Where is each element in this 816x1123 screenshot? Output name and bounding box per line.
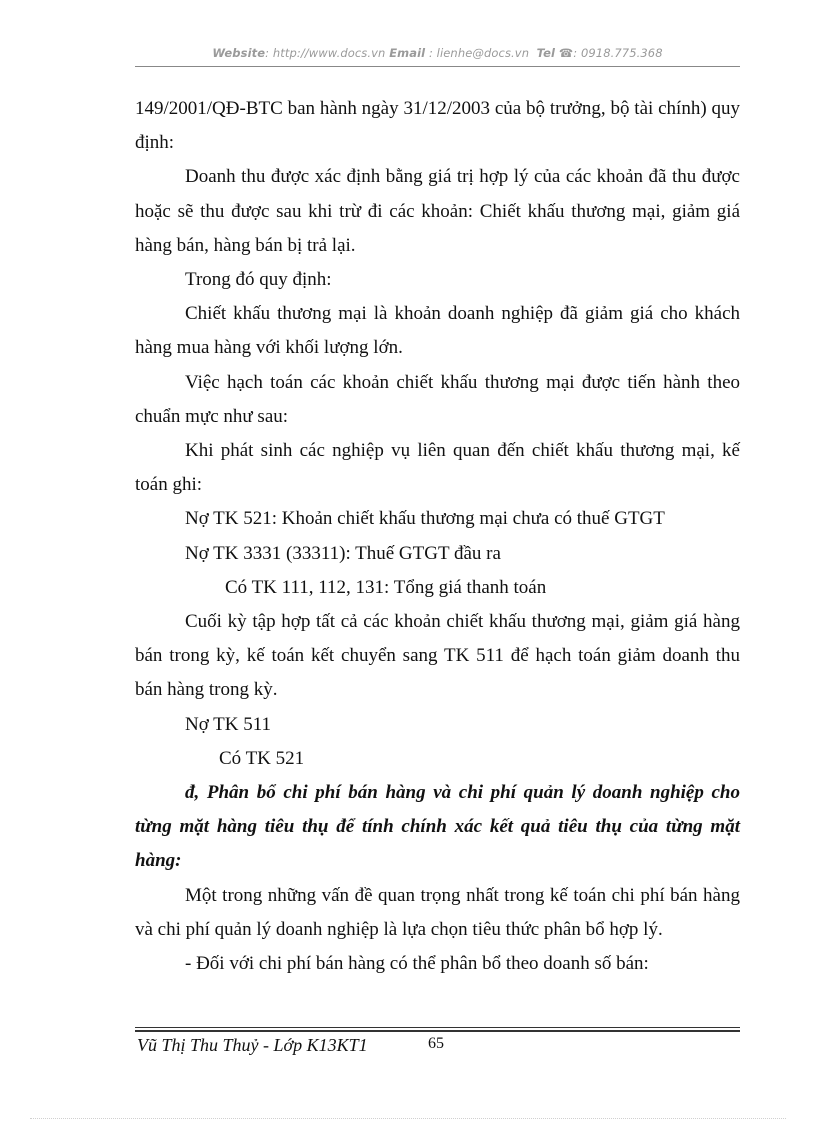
accounting-entry: Nợ TK 521: Khoản chiết khấu thương mại chưa có thuế GTGT [185, 508, 665, 530]
paragraph: Trong đó quy định: [185, 269, 332, 291]
page-header [135, 46, 740, 60]
footer-divider [135, 1027, 740, 1028]
paragraph: - Đối với chi phí bán hàng có thể phân bổ theo doanh số bán: [185, 953, 649, 975]
section-heading: đ, Phân bổ chi phí bán hàng và chi phí quản lý doanh nghiệp cho từng mặt hàng tiêu thụ để tính chính xác kết quả tiêu thụ của từng mặt hàng: [135, 782, 740, 872]
page-number: 65 [428, 1035, 444, 1052]
paragraph: 149/2001/QĐ-BTC ban hành ngày 31/12/2003 của bộ trưởng, bộ tài chính) quy định: [135, 98, 740, 154]
paragraph: Một trong những vấn đề quan trọng nhất trong kế toán chi phí bán hàng và chi phí quản lý doanh nghiệp là lựa chọn tiêu thức phân bổ hợp lý. [135, 884, 740, 940]
website-value: : http://www.docs.vn [265, 46, 386, 60]
paragraph: Chiết khấu thương mại là khoản doanh nghiệp đã giảm giá cho khách hàng mua hàng với khối lượng lớn. [135, 303, 740, 359]
paragraph: Khi phát sinh các nghiệp vụ liên quan đến chiết khấu thương mại, kế toán ghi: [135, 440, 740, 496]
website-label: Website [212, 46, 266, 60]
page-bottom-border [30, 1118, 786, 1119]
accounting-entry: Nợ TK 3331 (33311): Thuế GTGT đầu ra [185, 542, 501, 564]
document-body [135, 92, 740, 981]
accounting-entry: Nợ TK 511 [185, 713, 272, 735]
footer-divider-thick [135, 1030, 740, 1032]
tel-label: Tel [536, 46, 556, 60]
accounting-entry: Có TK 111, 112, 131: Tổng giá thanh toán [225, 576, 547, 598]
footer-author: Vũ Thị Thu Thuỷ - Lớp K13KT1 [137, 1035, 368, 1055]
paragraph: Cuối kỳ tập hợp tất cả các khoản chiết khấu thương mại, giảm giá hàng bán trong kỳ, kế toán kết chuyển sang TK 511 để hạch toán giảm doanh thu bán hàng trong kỳ. [135, 611, 740, 701]
paragraph: Việc hạch toán các khoản chiết khấu thương mại được tiến hành theo chuẩn mực như sau: [135, 371, 740, 427]
header-divider [135, 66, 740, 67]
paragraph: Doanh thu được xác định bằng giá trị hợp lý của các khoản đã thu được hoặc sẽ thu được sau khi trừ đi các khoản: Chiết khấu thương mại, giảm giá hàng bán, hàng bán bị trả lại. [135, 166, 740, 256]
email-label: Email [389, 46, 426, 60]
phone-icon: ☎ [558, 46, 574, 60]
accounting-entry: Có TK 521 [219, 747, 305, 769]
email-value: : lienhe@docs.vn [428, 46, 530, 60]
tel-value: : 0918.775.368 [573, 46, 663, 60]
